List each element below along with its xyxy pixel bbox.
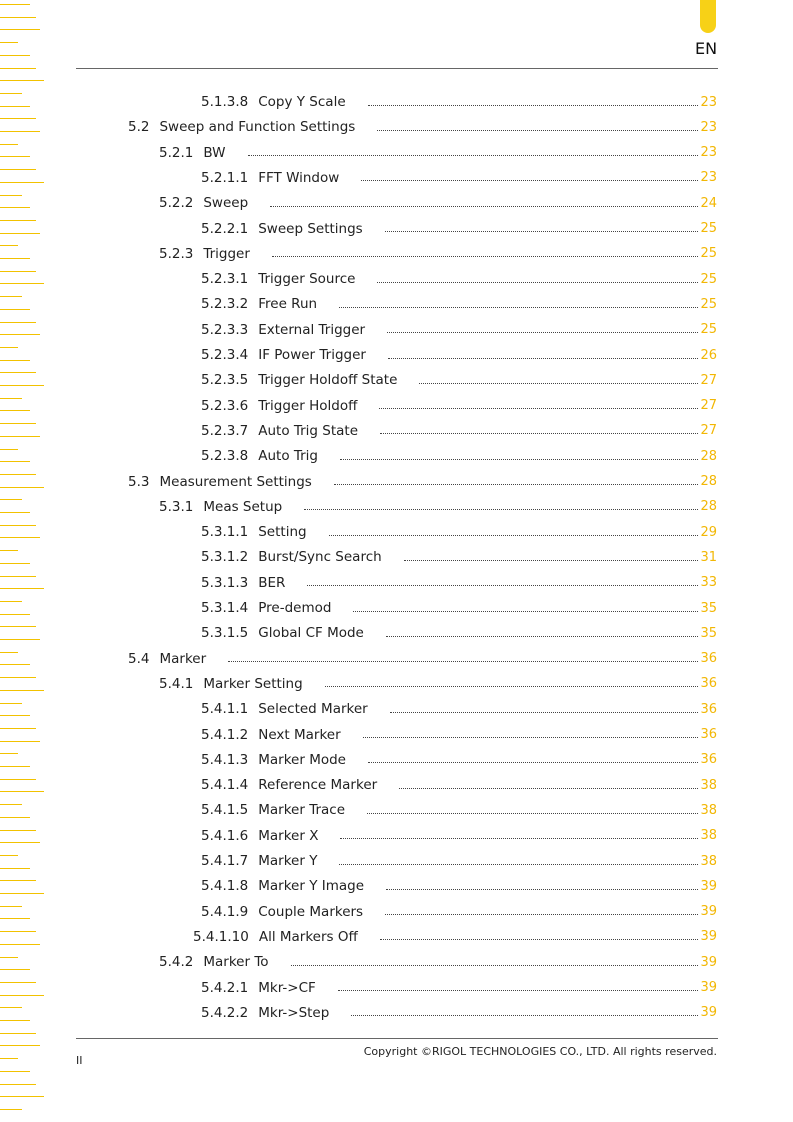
toc-entry-title: Mkr->Step <box>258 1004 330 1021</box>
ruler-tick <box>0 957 18 958</box>
ruler-tick <box>0 42 18 43</box>
ruler-tick <box>0 1084 36 1085</box>
toc-entry-title: Marker Y <box>258 853 318 869</box>
ruler-tick <box>0 68 36 69</box>
ruler-tick <box>0 169 36 170</box>
toc-entry-page: 23 <box>700 145 717 161</box>
toc-entry-number: 5.4.2.2 <box>201 1004 249 1021</box>
toc-entry-page: 39 <box>700 980 717 995</box>
toc-dot-leader <box>339 306 698 308</box>
ruler-tick <box>0 283 44 284</box>
toc-entry-title: Marker Mode <box>258 751 346 768</box>
toc-entry-title: Couple Markers <box>258 903 364 920</box>
toc-dot-leader <box>329 534 699 536</box>
toc-dot-leader <box>385 230 699 232</box>
toc-entry-number: 5.3.1 <box>159 498 194 515</box>
ruler-tick <box>0 880 36 881</box>
ruler-tick <box>0 398 22 399</box>
toc-entry[interactable] <box>201 269 717 289</box>
ruler-tick <box>0 741 40 742</box>
toc-entry-page: 38 <box>700 802 717 818</box>
toc-entry-number: 5.4.1.9 <box>201 903 249 920</box>
toc-entry-title: Marker Setting <box>203 675 303 692</box>
toc-entry-page: 38 <box>700 777 717 793</box>
ruler-tick <box>0 131 40 132</box>
language-label: EN <box>695 39 718 58</box>
toc-entry-title: Measurement Settings <box>159 473 312 490</box>
ruler-tick <box>0 614 30 615</box>
toc-dot-leader <box>390 711 699 713</box>
toc-entry[interactable] <box>128 649 717 669</box>
ruler-tick <box>0 296 22 297</box>
toc-dot-leader <box>386 635 699 637</box>
toc-dot-leader <box>367 812 698 814</box>
ruler-tick <box>0 804 22 805</box>
ruler-tick <box>0 893 44 894</box>
toc-entry-number: 5.3 <box>128 473 150 490</box>
toc-entry-number: 5.2.3 <box>159 245 194 262</box>
toc-entry-page: 39 <box>700 954 717 970</box>
toc-entry-number: 5.3.1.1 <box>201 524 249 541</box>
toc-entry-title: Marker Y Image <box>258 878 365 895</box>
toc-entry-page: 23 <box>700 94 717 110</box>
toc-entry-title: Trigger <box>203 245 250 262</box>
ruler-tick <box>0 1071 30 1072</box>
toc-entry-title: Next Marker <box>258 726 341 743</box>
ruler-tick <box>0 855 18 856</box>
ruler-tick <box>0 690 44 691</box>
ruler-tick <box>0 817 30 818</box>
toc-dot-leader <box>307 584 698 586</box>
page-number: II <box>76 1054 83 1067</box>
toc-entry[interactable] <box>159 143 717 163</box>
ruler-tick <box>0 842 40 843</box>
toc-entry-title: Marker To <box>203 954 269 971</box>
ruler-tick <box>0 550 18 551</box>
ruler-tick <box>0 703 22 704</box>
toc-entry[interactable] <box>201 876 717 896</box>
toc-entry[interactable] <box>159 244 717 264</box>
ruler-tick <box>0 791 44 792</box>
ruler-tick <box>0 55 30 56</box>
toc-entry-page: 35 <box>700 600 717 616</box>
toc-entry[interactable] <box>201 1003 717 1023</box>
ruler-tick <box>0 995 44 996</box>
toc-entry-title: Trigger Source <box>258 271 356 288</box>
toc-entry-number: 5.2.3.2 <box>201 296 249 313</box>
ruler-tick <box>0 499 22 500</box>
toc-entry[interactable] <box>201 826 717 846</box>
ruler-tick <box>0 245 18 246</box>
header-divider <box>76 68 718 69</box>
toc-entry[interactable] <box>201 623 717 643</box>
ruler-tick <box>0 1058 18 1059</box>
toc-entry-title: Reference Marker <box>258 777 378 794</box>
toc-entry-number: 5.2.3.4 <box>201 347 249 363</box>
ruler-tick <box>0 207 30 208</box>
toc-entry-title: BW <box>203 144 226 161</box>
toc-entry[interactable] <box>159 674 717 694</box>
toc-entry[interactable] <box>201 345 717 365</box>
toc-entry-number: 5.3.1.4 <box>201 600 249 616</box>
toc-dot-leader <box>361 179 698 181</box>
toc-entry-page: 28 <box>700 448 717 464</box>
ruler-tick <box>0 779 36 780</box>
toc-entry-title: Marker Trace <box>258 802 346 819</box>
toc-dot-leader <box>248 154 699 156</box>
toc-entry-page: 25 <box>700 296 717 312</box>
ruler-tick <box>0 1007 22 1008</box>
toc-dot-leader <box>419 382 698 384</box>
toc-entry-number: 5.4.1.2 <box>201 726 249 743</box>
toc-dot-leader <box>363 736 699 738</box>
ruler-tick <box>0 868 30 869</box>
toc-entry[interactable] <box>201 446 717 466</box>
toc-entry-page: 36 <box>700 651 717 667</box>
ruler-tick <box>0 322 36 323</box>
toc-entry-title: FFT Window <box>258 169 340 186</box>
ruler-tick <box>0 106 30 107</box>
toc-entry-title: Trigger Holdoff State <box>258 372 398 389</box>
toc-entry-title: Selected Marker <box>258 701 368 718</box>
ruler-tick <box>0 652 18 653</box>
toc-entry[interactable] <box>201 219 717 239</box>
toc-entry[interactable] <box>201 725 717 745</box>
toc-entry[interactable] <box>201 320 717 340</box>
toc-dot-leader <box>340 837 698 839</box>
ruler-tick <box>0 830 36 831</box>
toc-entry-number: 5.3.1.5 <box>201 625 249 642</box>
toc-entry-number: 5.2.3.5 <box>201 372 249 389</box>
ruler-tick <box>0 17 36 18</box>
ruler-tick <box>0 1020 30 1021</box>
ruler-tick <box>0 576 36 577</box>
toc-dot-leader <box>377 281 698 283</box>
ruler-tick <box>0 271 36 272</box>
toc-entry[interactable] <box>201 522 717 542</box>
ruler-tick <box>0 436 40 437</box>
footer-divider <box>76 1038 718 1039</box>
toc-entry-number: 5.2.3.8 <box>201 448 249 465</box>
ruler-tick <box>0 601 22 602</box>
ruler-tick <box>0 1033 36 1034</box>
toc-dot-leader <box>388 357 699 359</box>
toc-entry[interactable] <box>128 117 717 137</box>
ruler-tick <box>0 944 40 945</box>
toc-entry-page: 39 <box>700 1005 717 1021</box>
toc-entry-number: 5.4.1.1 <box>201 701 249 718</box>
toc-dot-leader <box>385 913 698 915</box>
ruler-tick <box>0 461 30 462</box>
toc-entry-number: 5.4.1.4 <box>201 777 249 794</box>
toc-entry[interactable] <box>201 573 717 593</box>
toc-entry-number: 5.2.3.7 <box>201 422 249 439</box>
toc-entry-page: 36 <box>700 701 717 717</box>
toc-entry[interactable] <box>159 952 717 972</box>
toc-entry-number: 5.2.3.6 <box>201 397 249 414</box>
ruler-tick <box>0 156 30 157</box>
toc-entry-title: Marker X <box>258 827 319 844</box>
toc-entry[interactable] <box>201 699 717 719</box>
ruler-tick <box>0 220 36 221</box>
toc-entry-page: 27 <box>700 398 717 414</box>
toc-entry-number: 5.4.1.5 <box>201 802 249 819</box>
toc-dot-leader <box>386 888 698 890</box>
ruler-tick <box>0 537 40 538</box>
ruler-tick <box>0 1109 22 1110</box>
toc-entry-title: Setting <box>258 524 307 541</box>
toc-entry-number: 5.4.1.3 <box>201 751 249 768</box>
toc-entry-page: 33 <box>700 575 717 591</box>
toc-entry[interactable] <box>201 800 717 820</box>
ruler-tick <box>0 372 36 373</box>
toc-entry[interactable] <box>201 421 717 441</box>
margin-ruler-decoration <box>0 0 48 1122</box>
toc-entry[interactable] <box>201 396 717 416</box>
toc-entry[interactable] <box>201 750 717 770</box>
ruler-tick <box>0 1045 40 1046</box>
toc-entry-number: 5.4.1.10 <box>193 928 249 945</box>
toc-entry-page: 25 <box>700 246 717 262</box>
toc-entry-number: 5.4.1.7 <box>201 853 249 869</box>
toc-entry-title: Auto Trig <box>258 448 319 465</box>
language-tab-marker <box>700 0 716 33</box>
copyright-notice: Copyright ©RIGOL TECHNOLOGIES CO., LTD. All rights reserved. <box>363 1045 717 1058</box>
ruler-tick <box>0 118 36 119</box>
toc-dot-leader <box>334 483 699 485</box>
toc-dot-leader <box>325 685 699 687</box>
toc-entry-page: 39 <box>700 878 717 894</box>
toc-entry-page: 23 <box>700 119 717 135</box>
ruler-tick <box>0 931 36 932</box>
toc-entry-number: 5.3.1.3 <box>201 574 249 591</box>
ruler-tick <box>0 93 22 94</box>
toc-entry-page: 35 <box>700 625 717 641</box>
ruler-tick <box>0 512 30 513</box>
toc-entry-number: 5.4.2 <box>159 954 194 971</box>
toc-entry-page: 38 <box>700 828 717 844</box>
ruler-tick <box>0 639 40 640</box>
toc-entry-title: Meas Setup <box>203 498 283 515</box>
ruler-tick <box>0 728 36 729</box>
ruler-tick <box>0 1096 44 1097</box>
toc-entry-title: Pre-demod <box>258 600 332 616</box>
toc-entry-title: BER <box>258 574 286 591</box>
toc-entry-page: 31 <box>700 549 717 565</box>
toc-entry-number: 5.4 <box>128 650 150 667</box>
toc-entry[interactable] <box>201 92 717 112</box>
toc-entry-title: IF Power Trigger <box>258 347 366 363</box>
toc-entry[interactable] <box>201 598 717 618</box>
toc-entry-number: 5.4.1.6 <box>201 827 249 844</box>
ruler-tick <box>0 233 40 234</box>
ruler-tick <box>0 715 30 716</box>
toc-dot-leader <box>304 508 698 510</box>
toc-entry-title: Sweep and Function Settings <box>159 119 356 136</box>
toc-entry-page: 38 <box>700 853 717 869</box>
toc-entry[interactable] <box>201 775 717 795</box>
toc-entry-page: 25 <box>700 322 717 338</box>
ruler-tick <box>0 753 18 754</box>
ruler-tick <box>0 410 30 411</box>
ruler-tick <box>0 4 30 5</box>
ruler-tick <box>0 969 30 970</box>
toc-entry-title: Mkr->CF <box>258 979 316 996</box>
toc-entry[interactable] <box>193 927 717 947</box>
ruler-tick <box>0 449 18 450</box>
ruler-tick <box>0 626 36 627</box>
ruler-tick <box>0 525 36 526</box>
ruler-tick <box>0 195 22 196</box>
toc-dot-leader <box>377 129 698 131</box>
toc-entry-number: 5.4.1 <box>159 675 194 692</box>
toc-dot-leader <box>399 787 698 789</box>
toc-entry-title: Free Run <box>258 296 318 313</box>
ruler-tick <box>0 258 30 259</box>
toc-dot-leader <box>339 863 698 865</box>
toc-entry-page: 25 <box>700 271 717 287</box>
toc-entry-page: 28 <box>700 499 717 515</box>
toc-entry-number: 5.2.2 <box>159 195 194 212</box>
toc-entry-number: 5.2.3.3 <box>201 321 249 338</box>
ruler-tick <box>0 423 36 424</box>
toc-entry-number: 5.3.1.2 <box>201 549 249 566</box>
toc-dot-leader <box>387 331 698 333</box>
toc-entry-title: Global CF Mode <box>258 625 364 642</box>
toc-entry-page: 23 <box>700 170 717 186</box>
ruler-tick <box>0 347 18 348</box>
toc-entry-page: 39 <box>700 929 717 945</box>
toc-dot-leader <box>353 610 698 612</box>
ruler-tick <box>0 982 36 983</box>
toc-entry-number: 5.2.1.1 <box>201 169 249 186</box>
toc-entry-page: 28 <box>700 474 717 489</box>
toc-entry-title: External Trigger <box>258 321 366 338</box>
ruler-tick <box>0 29 40 30</box>
toc-entry-number: 5.1.3.8 <box>201 94 249 110</box>
toc-entry[interactable] <box>128 472 717 492</box>
ruler-tick <box>0 487 44 488</box>
toc-entry-page: 27 <box>700 423 717 439</box>
toc-entry-title: Sweep <box>203 195 249 212</box>
toc-entry-page: 36 <box>700 727 717 742</box>
toc-entry-title: Marker <box>159 650 207 667</box>
toc-entry[interactable] <box>201 294 717 314</box>
ruler-tick <box>0 588 44 589</box>
toc-entry-page: 24 <box>700 195 717 211</box>
ruler-tick <box>0 664 30 665</box>
toc-entry-page: 26 <box>700 347 717 363</box>
toc-dot-leader <box>380 432 698 434</box>
ruler-tick <box>0 906 22 907</box>
ruler-tick <box>0 80 44 81</box>
ruler-tick <box>0 182 44 183</box>
toc-entry-number: 5.4.1.8 <box>201 878 249 895</box>
toc-entry[interactable] <box>201 168 717 188</box>
toc-entry[interactable] <box>201 851 717 871</box>
toc-entry-page: 27 <box>700 372 717 388</box>
toc-entry-title: Burst/Sync Search <box>258 549 382 566</box>
toc-entry-page: 39 <box>700 904 717 920</box>
toc-dot-leader <box>351 1014 698 1016</box>
ruler-tick <box>0 334 40 335</box>
toc-dot-leader <box>340 458 698 460</box>
toc-dot-leader <box>368 761 698 763</box>
toc-entry-number: 5.2.1 <box>159 144 194 161</box>
ruler-tick <box>0 474 36 475</box>
toc-entry-title: Sweep Settings <box>258 220 363 237</box>
toc-entry-number: 5.2.3.1 <box>201 271 249 288</box>
ruler-tick <box>0 360 30 361</box>
toc-entry-title: Auto Trig State <box>258 422 359 439</box>
toc-entry[interactable] <box>159 193 717 213</box>
toc-dot-leader <box>291 964 699 966</box>
toc-entry[interactable] <box>201 370 717 390</box>
toc-entry-number: 5.4.2.1 <box>201 979 249 996</box>
toc-dot-leader <box>404 559 699 561</box>
toc-dot-leader <box>228 660 698 662</box>
toc-dot-leader <box>368 104 699 106</box>
toc-entry[interactable] <box>201 547 717 567</box>
toc-entry-page: 25 <box>700 221 717 236</box>
toc-entry-title: All Markers Off <box>258 928 358 945</box>
toc-entry-title: Copy Y Scale <box>258 94 346 110</box>
toc-entry-page: 36 <box>700 676 717 692</box>
toc-dot-leader <box>272 255 699 257</box>
toc-dot-leader <box>270 205 698 207</box>
ruler-tick <box>0 385 44 386</box>
ruler-tick <box>0 144 18 145</box>
toc-entry-number: 5.2.2.1 <box>201 220 249 237</box>
toc-dot-leader <box>380 938 699 940</box>
toc-dot-leader <box>338 989 699 991</box>
toc-entry[interactable] <box>201 902 717 922</box>
toc-dot-leader <box>379 407 698 409</box>
ruler-tick <box>0 563 30 564</box>
ruler-tick <box>0 677 36 678</box>
ruler-tick <box>0 766 30 767</box>
ruler-tick <box>0 918 30 919</box>
toc-entry[interactable] <box>201 978 717 998</box>
toc-entry-page: 29 <box>700 524 717 540</box>
ruler-tick <box>0 309 30 310</box>
toc-entry[interactable] <box>159 497 717 517</box>
toc-entry-page: 36 <box>700 752 717 768</box>
toc-entry-number: 5.2 <box>128 119 150 136</box>
toc-entry-title: Trigger Holdoff <box>258 397 358 414</box>
